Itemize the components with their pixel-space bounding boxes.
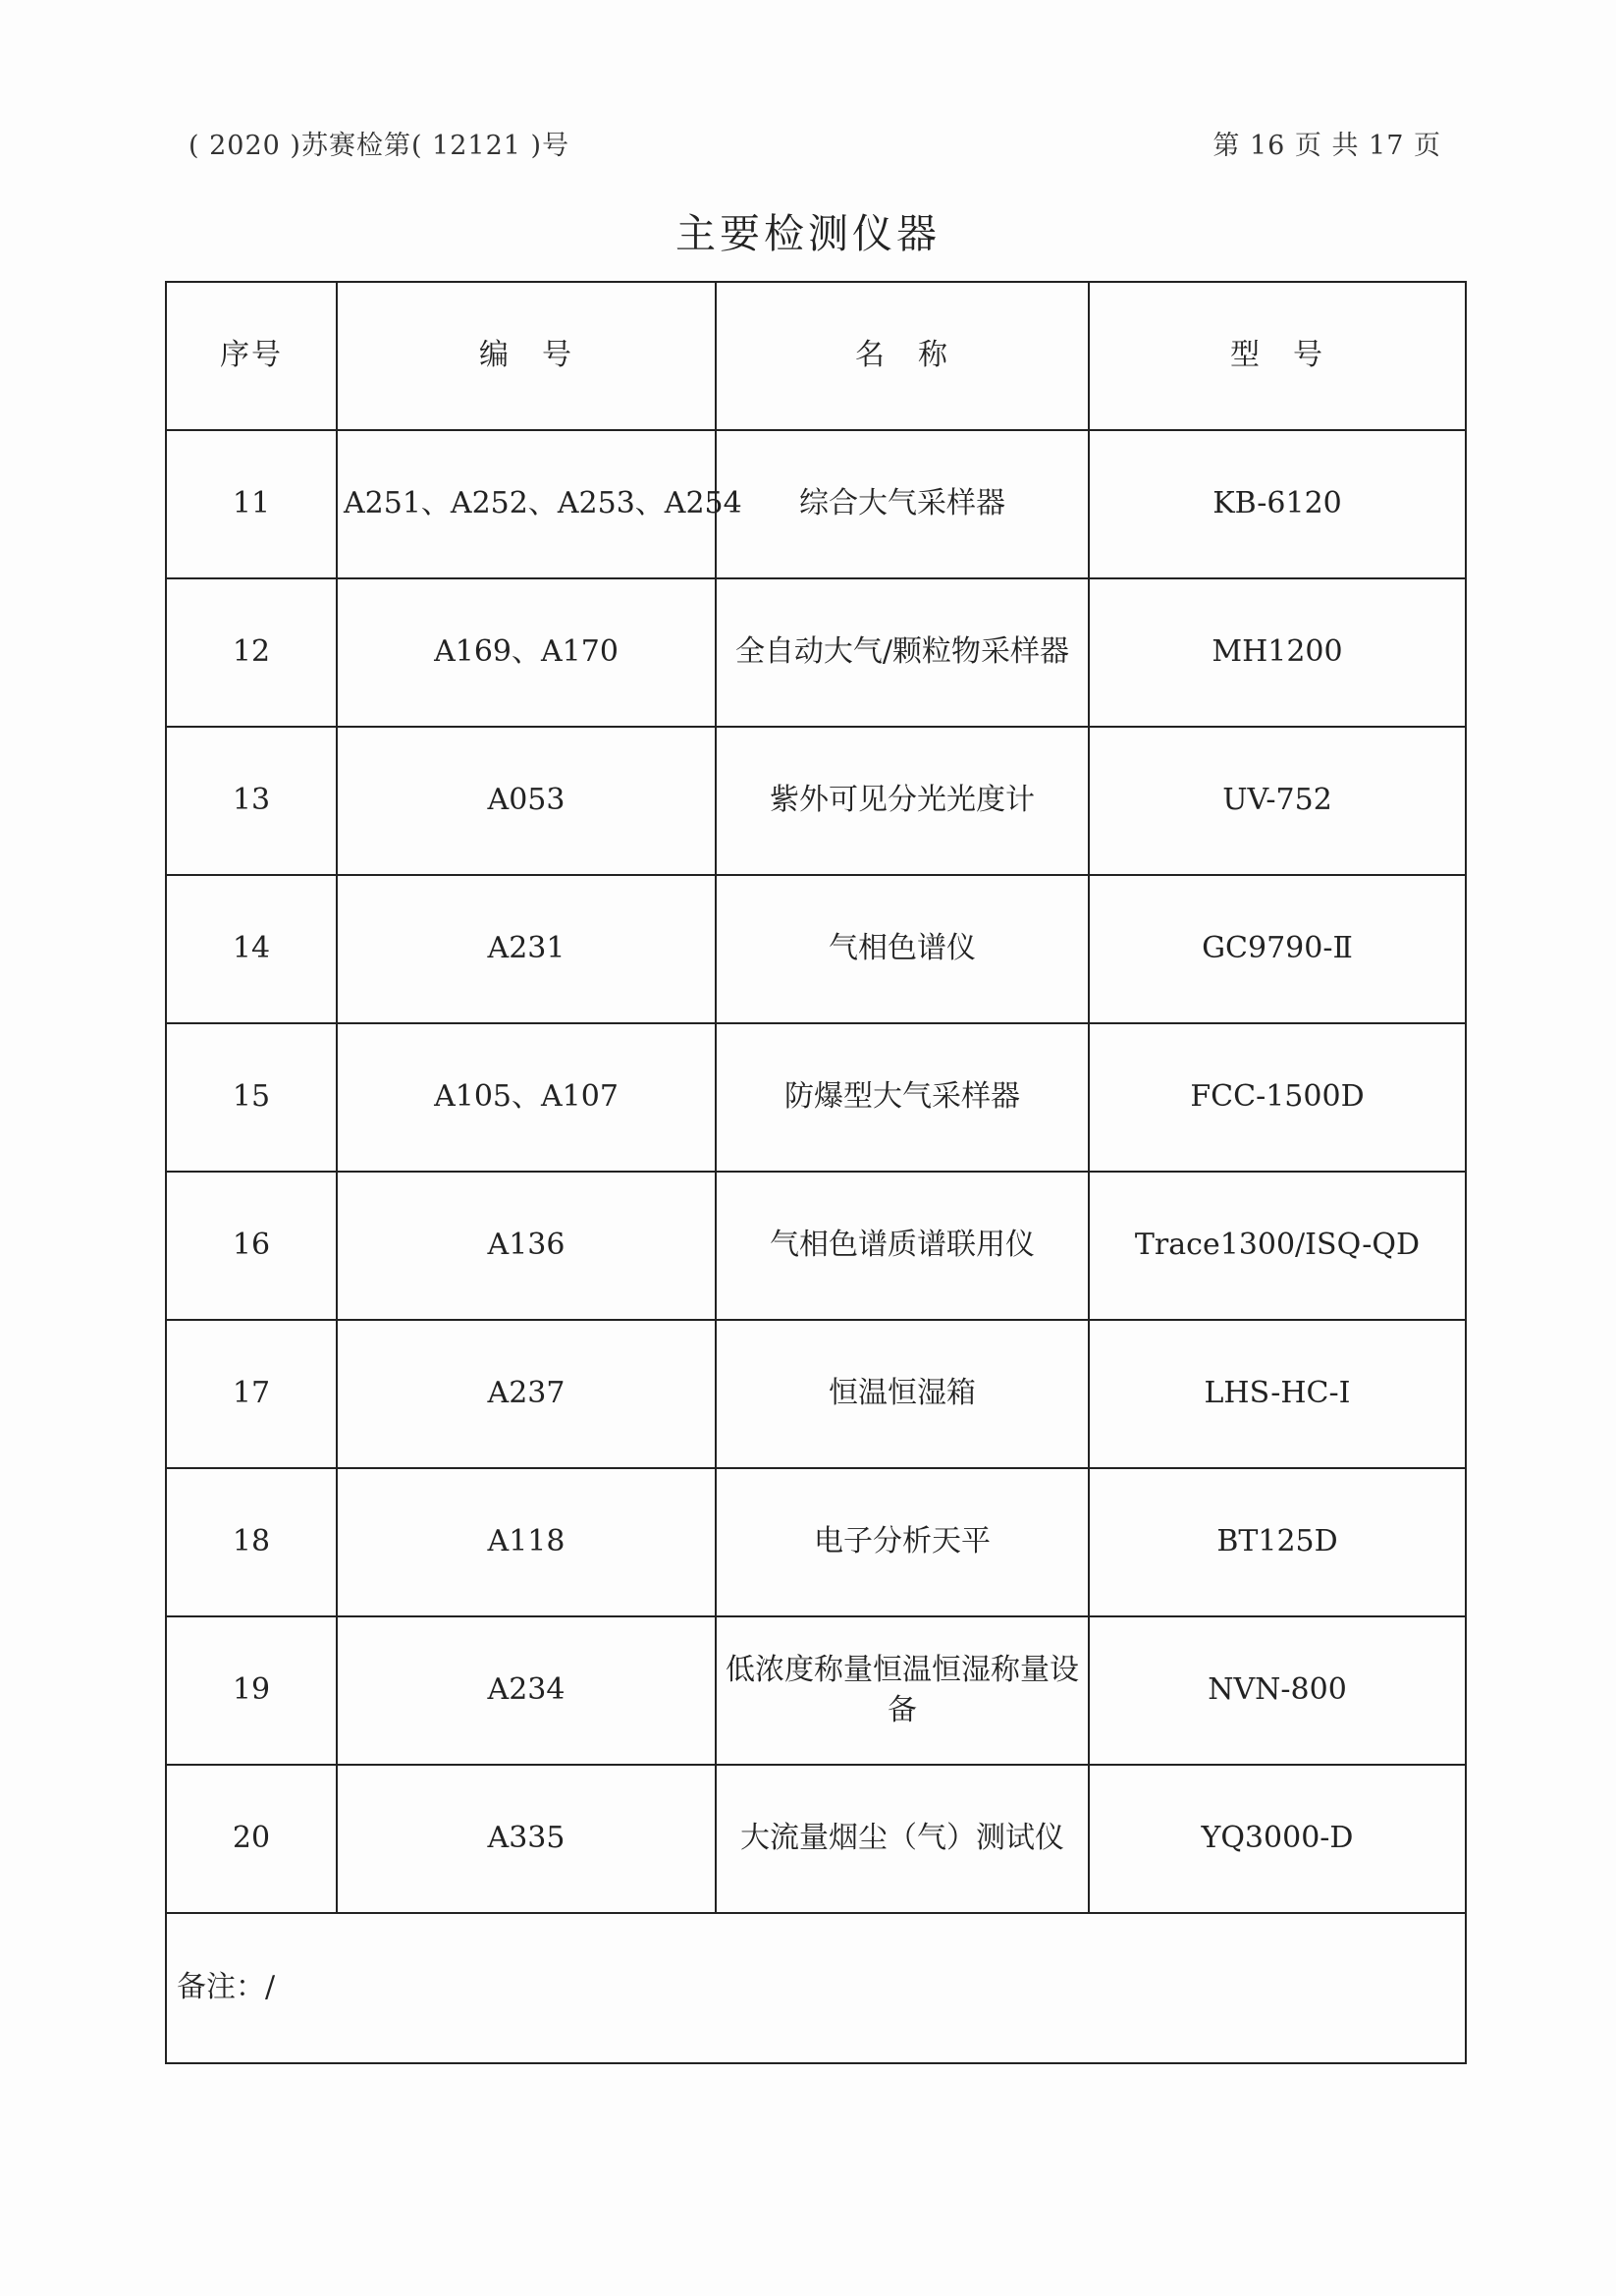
cell-name: 全自动大气/颗粒物采样器 bbox=[716, 578, 1089, 727]
cell-name: 防爆型大气采样器 bbox=[716, 1023, 1089, 1172]
cell-seq: 16 bbox=[166, 1172, 337, 1320]
page-info: 第 16 页 共 17 页 bbox=[1212, 131, 1441, 161]
header-name: 名 称 bbox=[716, 282, 1089, 430]
header-seq: 序号 bbox=[166, 282, 337, 430]
cell-seq: 12 bbox=[166, 578, 337, 727]
cell-name: 大流量烟尘（气）测试仪 bbox=[716, 1765, 1089, 1913]
table-row bbox=[166, 727, 1466, 875]
report-number: ( 2020 )苏赛检第( 12121 )号 bbox=[189, 131, 570, 161]
cell-model: FCC-1500D bbox=[1089, 1023, 1466, 1172]
cell-name: 电子分析天平 bbox=[716, 1468, 1089, 1616]
cell-code: A234 bbox=[337, 1616, 716, 1765]
cell-seq: 17 bbox=[166, 1320, 337, 1468]
cell-name: 气相色谱仪 bbox=[716, 875, 1089, 1023]
cell-model: NVN-800 bbox=[1089, 1616, 1466, 1765]
remark: 备注：/ bbox=[166, 1913, 1466, 2063]
cell-model: MH1200 bbox=[1089, 578, 1466, 727]
table-row bbox=[166, 1765, 1466, 1913]
cell-code: A335 bbox=[337, 1765, 716, 1913]
cell-code: A169、A170 bbox=[337, 578, 716, 727]
header-code: 编 号 bbox=[337, 282, 716, 430]
cell-model: KB-6120 bbox=[1089, 430, 1466, 578]
cell-seq: 20 bbox=[166, 1765, 337, 1913]
cell-seq: 19 bbox=[166, 1616, 337, 1765]
cell-model: GC9790-Ⅱ bbox=[1089, 875, 1466, 1023]
cell-code: A136 bbox=[337, 1172, 716, 1320]
cell-model: YQ3000-D bbox=[1089, 1765, 1466, 1913]
header-model: 型 号 bbox=[1089, 282, 1466, 430]
cell-seq: 11 bbox=[166, 430, 337, 578]
cell-seq: 15 bbox=[166, 1023, 337, 1172]
cell-name: 低浓度称量恒温恒湿称量设备 bbox=[716, 1616, 1089, 1765]
cell-code: A237 bbox=[337, 1320, 716, 1468]
cell-seq: 14 bbox=[166, 875, 337, 1023]
table-row bbox=[166, 1023, 1466, 1172]
instruments-table bbox=[165, 281, 1467, 2064]
cell-model: BT125D bbox=[1089, 1468, 1466, 1616]
table-row bbox=[166, 430, 1466, 578]
cell-code: A053 bbox=[337, 727, 716, 875]
cell-seq: 13 bbox=[166, 727, 337, 875]
cell-name: 气相色谱质谱联用仪 bbox=[716, 1172, 1089, 1320]
cell-model: LHS-HC-I bbox=[1089, 1320, 1466, 1468]
remark-row bbox=[166, 1913, 1466, 2063]
table-row bbox=[166, 1172, 1466, 1320]
cell-code: A118 bbox=[337, 1468, 716, 1616]
table-header-row bbox=[166, 282, 1466, 430]
cell-model: UV-752 bbox=[1089, 727, 1466, 875]
cell-name: 恒温恒湿箱 bbox=[716, 1320, 1089, 1468]
cell-model: Trace1300/ISQ-QD bbox=[1089, 1172, 1466, 1320]
table-row bbox=[166, 1320, 1466, 1468]
cell-name: 综合大气采样器 bbox=[716, 430, 1089, 578]
table-row bbox=[166, 578, 1466, 727]
table-row bbox=[166, 1468, 1466, 1616]
cell-code: A251、A252、A253、A254 bbox=[337, 430, 716, 578]
cell-code: A231 bbox=[337, 875, 716, 1023]
cell-code: A105、A107 bbox=[337, 1023, 716, 1172]
cell-name: 紫外可见分光光度计 bbox=[716, 727, 1089, 875]
table-row bbox=[166, 875, 1466, 1023]
cell-seq: 18 bbox=[166, 1468, 337, 1616]
page-title: 主要检测仪器 bbox=[675, 210, 941, 257]
table-row bbox=[166, 1616, 1466, 1765]
